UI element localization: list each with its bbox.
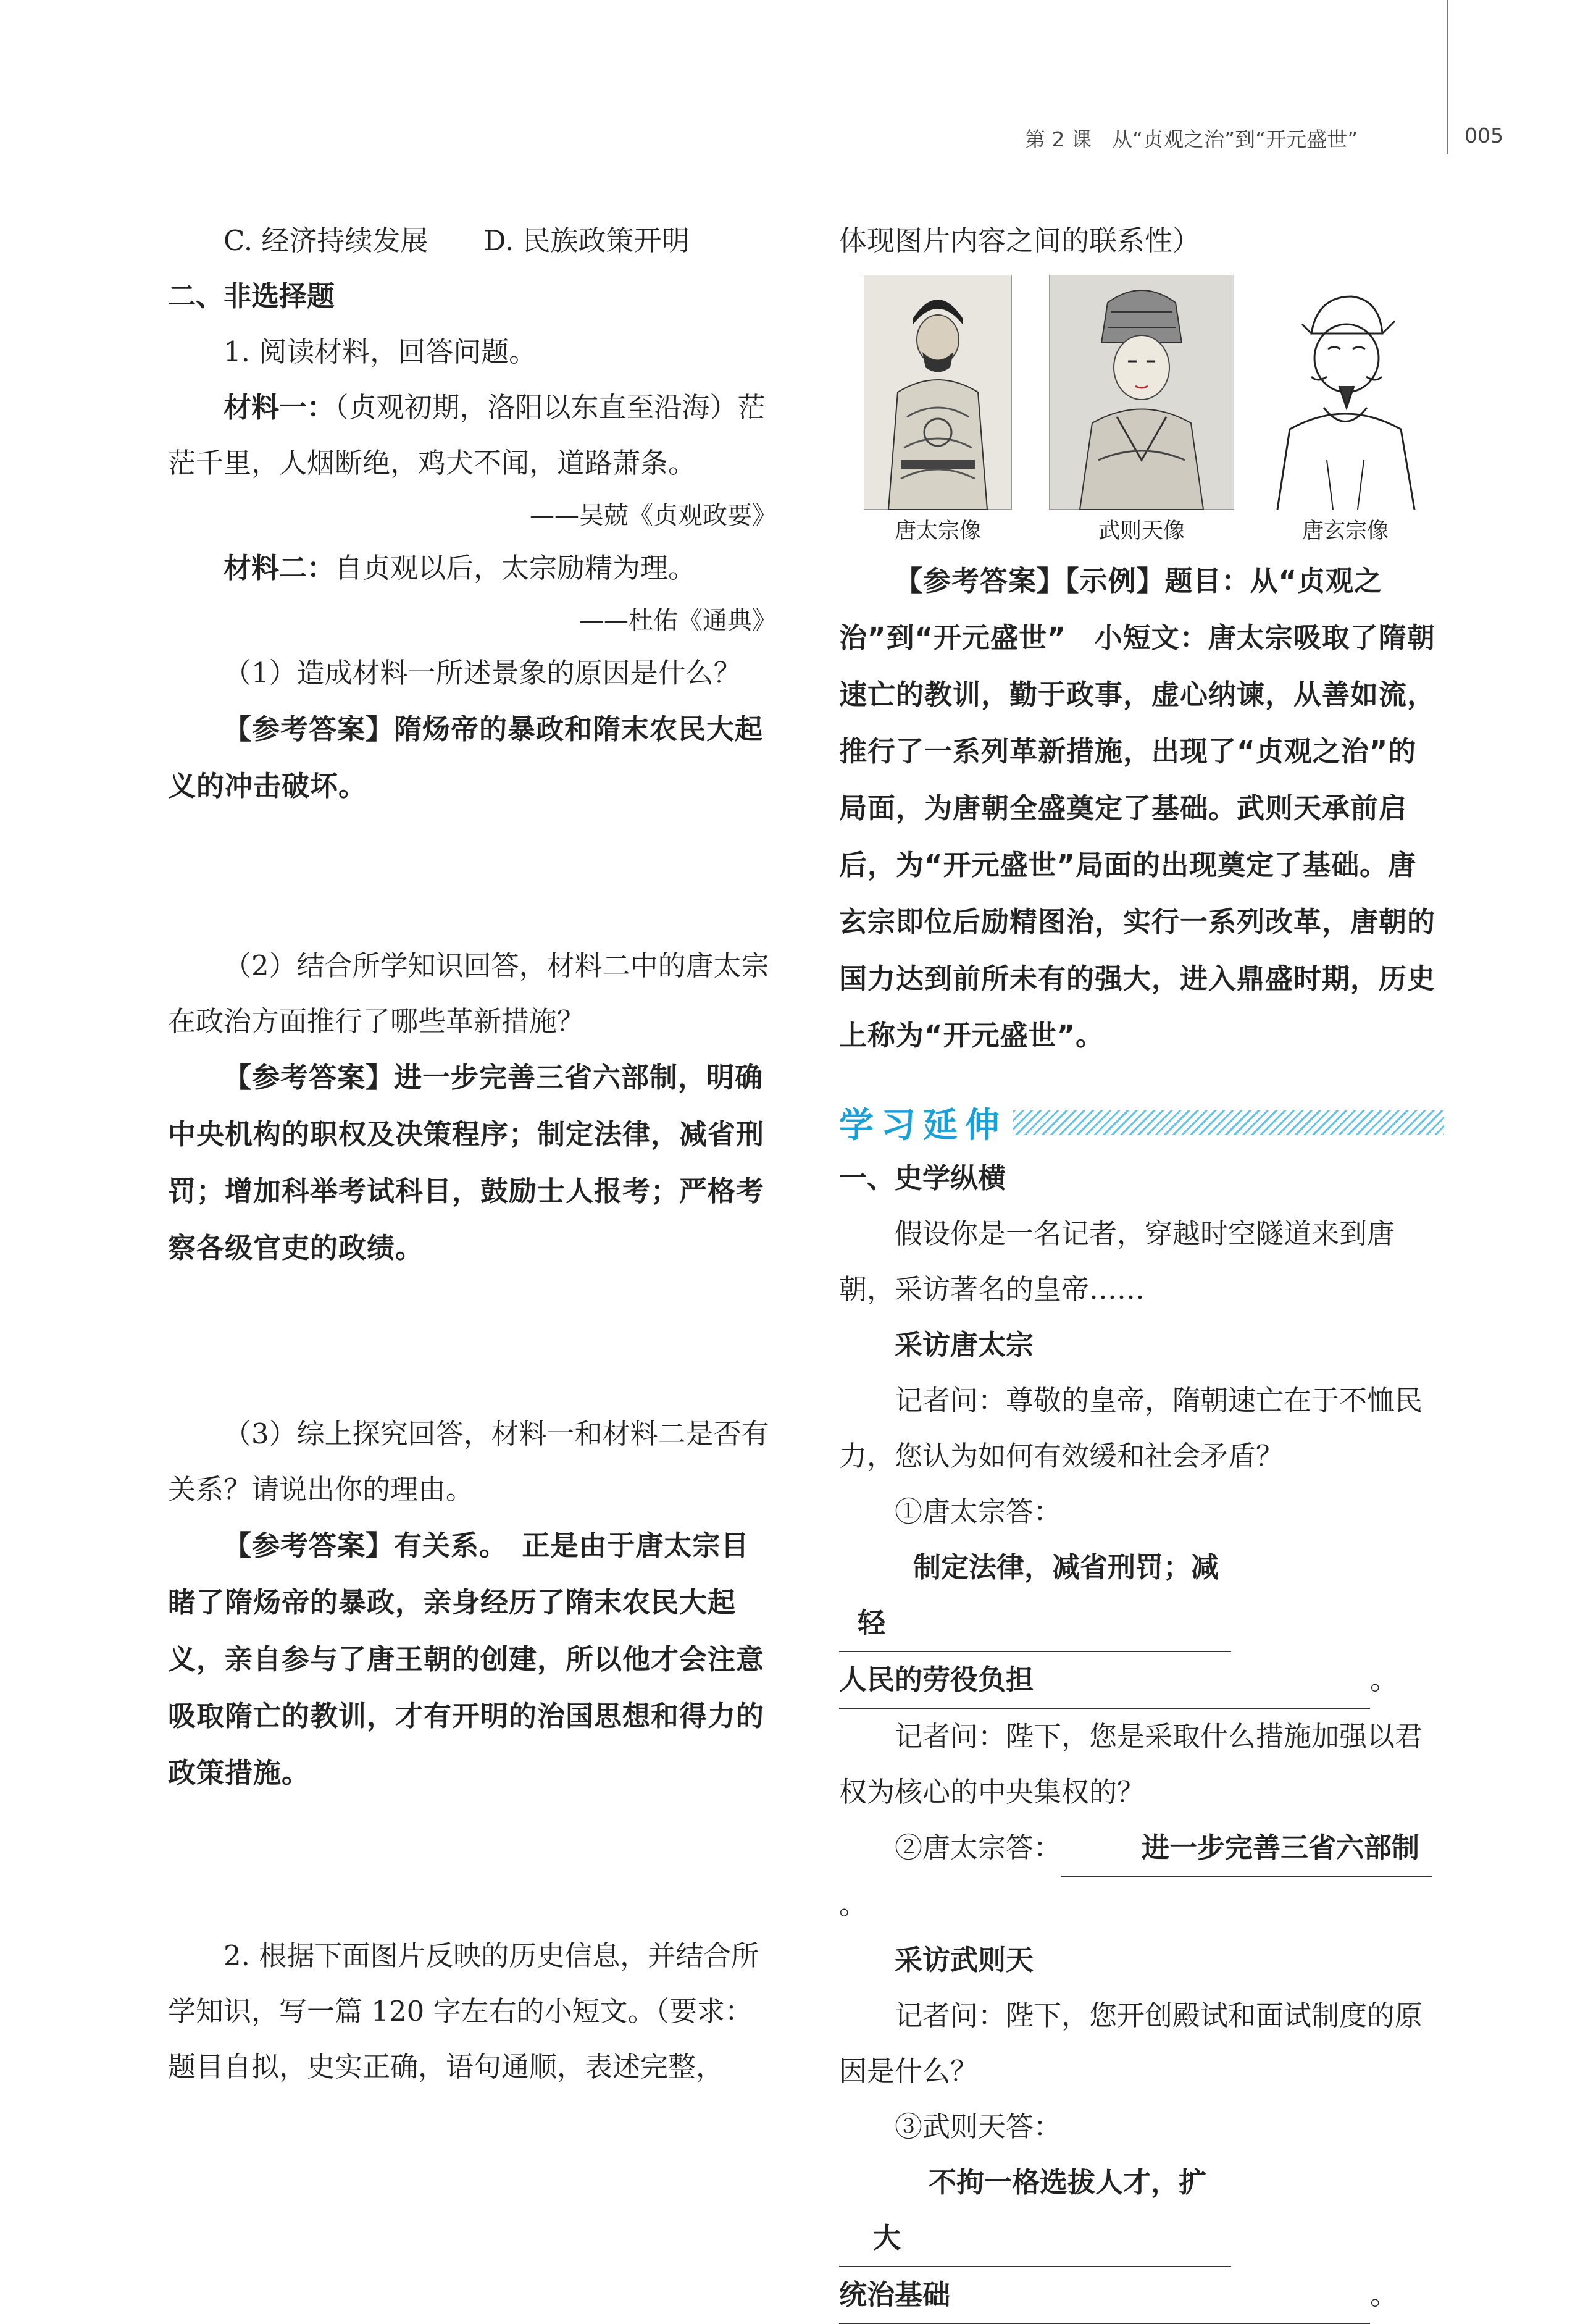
question-2: 2. 根据下面图片反映的历史信息，并结合所学知识，写一篇 120 字左右的小短文。（要求：题目自拟，史实正确，语句通顺，表述完整， [168,1939,759,2083]
answer-1-1: 【参考答案】隋炀帝的暴政和隋末农民大起义的冲击破坏。 [168,713,764,802]
answer-line-1-cont [839,1652,1444,1709]
question-1-2: （2）结合所学知识回答，材料二中的唐太宗在政治方面推行了哪些革新措施？ [168,949,769,1038]
xuanzong-portrait-image [1253,275,1438,510]
material-1-text: （贞观初期，洛阳以东直至沿海）茫茫千里，人烟断绝，鸡犬不闻，道路萧条。 [168,391,766,479]
question-1-3: （3）综上探究回答，材料一和材料二是否有关系？请说出你的理由。 [168,1417,769,1506]
portrait-xuanzong [1253,275,1438,553]
answer-line-1 [839,1484,1444,1652]
answer-3-fill-line-1: 不拘一格选拔人才，扩大 [839,2155,1231,2267]
material-1-source: ——吴兢《贞观政要》 [530,501,777,530]
section-extend-title: 学习延伸 [839,1105,1007,1146]
page-number: 005 [1464,124,1503,148]
answer-2: 【参考答案】【示例】题目：从“贞观之治”到“开元盛世” 小短文：唐太宗吸取了隋朝速亡的教训，勤于政事，虚心纳谏，从善如流，推行了一系列革新措施，出现了“贞观之治”的局面，为唐朝全盛奠定了基础。武则天承前启后，为“开元盛世”局面的出现奠定了基础。唐玄宗即位后励精图治，实行一系列改革，唐朝的国力达到前所未有的强大，进入鼎盛时期，历史上称为“开元盛世”。 [839,564,1436,1052]
answer-line-2 [839,1820,1444,1932]
section-extend [839,1095,1444,1151]
answer-3-fill-line-2: 统治基础 [839,2267,1370,2324]
wuzetian-portrait-image [1049,275,1234,510]
header-divider [1447,0,1448,154]
question-2-continued: 体现图片内容之间的联系性） [839,224,1201,257]
lesson-title: 第 2 课 从“贞观之治”到“开元盛世” [1025,127,1358,151]
material-2-text: 自贞观以后，太宗励精为理。 [335,552,696,584]
material-1-label: 材料一： [224,391,335,424]
answer-1-3: 【参考答案】有关系。 正是由于唐太宗目睹了隋炀帝的暴政，亲身经历了隋末农民大起义，亲自参与了唐王朝的创建，所以他才会注意吸取隋亡的教训，才有开明的治国思想和得力的政策措施。 [168,1529,765,1789]
answer-3-label: ③武则天答： [895,2110,1062,2143]
material-2 [168,540,777,596]
answer-2-fill: 进一步完善三省六部制 [1061,1820,1432,1877]
left-column [168,213,777,2095]
taizong-portrait-image [864,275,1012,510]
options-line: C. 经济持续发展 D. 民族政策开明 [224,224,690,257]
answer-line-3-cont [839,2267,1444,2324]
portrait-caption: 唐玄宗像 [1301,519,1389,543]
period: 。 [839,1888,867,1921]
answer-line-3 [839,2099,1444,2267]
material-2-source: ——杜佑《通典》 [579,606,777,635]
answer-1-fill-line-2: 人民的劳役负担 [839,1652,1370,1709]
right-column [839,213,1444,2324]
reporter-question-3: 记者问：陛下，您开创殿试和面试制度的原因是什么？ [839,1999,1423,2087]
portrait-caption: 武则天像 [1098,519,1185,543]
period: 。 [1370,1663,1398,1696]
interview-1-heading: 采访唐太宗 [895,1328,1034,1361]
section-heading: 二、非选择题 [168,280,335,313]
portrait-caption: 唐太宗像 [894,519,981,543]
period: 。 [1370,2278,1398,2311]
answer-1-fill-line-1: 制定法律，减省刑罚；减轻 [839,1540,1231,1652]
answer-2-label: ②唐太宗答： [895,1831,1062,1864]
question-1-intro: 1. 阅读材料，回答问题。 [224,335,537,368]
reporter-question-1: 记者问：尊敬的皇帝，隋朝速亡在于不恤民力，您认为如何有效缓和社会矛盾？ [839,1384,1423,1472]
material-1 [168,380,777,491]
question-1-1: （1）造成材料一所述景象的原因是什么？ [224,657,742,689]
portrait-wuzetian [1049,275,1234,553]
interview-2-heading: 采访武则天 [895,1944,1034,1976]
portrait-taizong [845,275,1030,553]
scenario-intro: 假设你是一名记者，穿越时空隧道来到唐朝，采访著名的皇帝…… [839,1217,1395,1306]
material-2-label: 材料二： [224,552,335,584]
section-extend-decoration [1013,1110,1444,1135]
reporter-question-2: 记者问：陛下，您是采取什么措施加强以君权为核心的中央集权的？ [839,1720,1423,1808]
answer-1-2: 【参考答案】进一步完善三省六部制，明确中央机构的职权及决策程序；制定法律，减省刑罚；增加科举考试科目，鼓励士人报考；严格考察各级官吏的政绩。 [168,1061,765,1264]
answer-1-label: ①唐太宗答： [895,1495,1062,1528]
portrait-row [839,275,1444,553]
subsection-heading: 一、史学纵横 [839,1162,1006,1194]
